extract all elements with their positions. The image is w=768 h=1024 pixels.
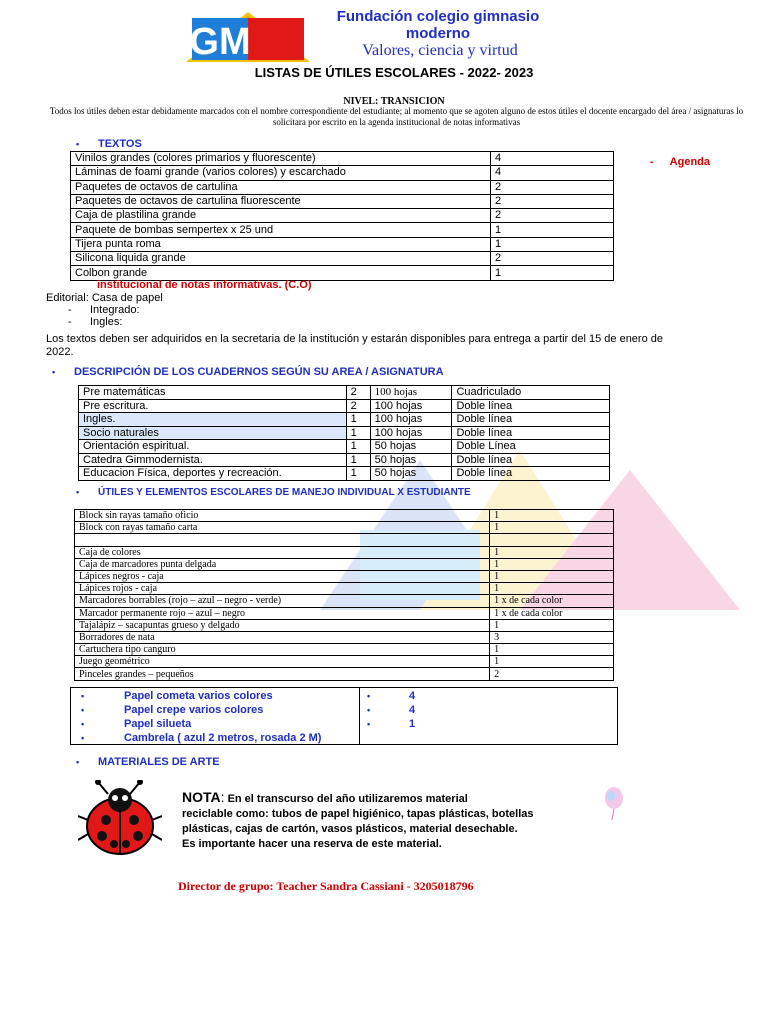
motto: Valores, ciencia y virtud (362, 42, 518, 59)
cuadernos-type: Doble línea (452, 467, 610, 481)
textos-heading: • TEXTOS (76, 138, 142, 150)
papeles-box (70, 687, 618, 745)
table-row (71, 237, 614, 251)
textos-item: Paquete de bombas sempertex x 25 und (71, 223, 491, 237)
utiles-item: Lápices negros - caja (75, 570, 490, 582)
cuadernos-subject: Socio naturales (79, 426, 347, 440)
papeles-qty: 1 (409, 718, 416, 730)
table-row (75, 522, 614, 534)
bullet-icon: • (367, 691, 371, 701)
cuadernos-subject: Pre escritura. (79, 399, 347, 413)
table-row (79, 467, 610, 481)
director-line: Director de grupo: Teacher Sandra Cassiani - 3205018796 (178, 879, 474, 893)
textos-item: Paquetes de octavos de cartulina (71, 180, 491, 194)
logo-letter-g: GM (189, 21, 251, 62)
table-row (71, 252, 614, 266)
papeles-item: Papel cometa varios colores (124, 690, 273, 702)
level-title: NIVEL: TRANSICION (343, 96, 445, 107)
cuadernos-qty: 2 (346, 399, 370, 413)
table-row (71, 152, 614, 166)
cuadernos-pages: 100 hojas (370, 399, 452, 413)
utiles-qty: 1 (490, 619, 614, 631)
cuadernos-type: Cuadriculado (452, 386, 610, 400)
textos-qty: 4 (491, 152, 614, 166)
textos-item: Tijera punta roma (71, 237, 491, 251)
textos-item: Vinilos grandes (colores primarios y fluorescente) (71, 152, 491, 166)
textos-qty: 1 (491, 266, 614, 280)
ladybug-icon (78, 780, 162, 856)
utiles-qty: 2 (490, 668, 614, 680)
table-row (71, 180, 614, 194)
bullet-icon: • (76, 757, 80, 767)
cuadernos-type: Doble línea (452, 453, 610, 467)
gm-logo-icon (186, 12, 310, 62)
table-row (75, 668, 614, 680)
utiles-item: Cartuchera tipo canguro (75, 644, 490, 656)
utiles-item: Tajalápiz – sacapuntas grueso y delgado (75, 619, 490, 631)
bullet-icon: • (81, 691, 85, 701)
bullet-icon: • (367, 705, 371, 715)
papeles-item: Cambrela ( azul 2 metros, rosada 2 M) (124, 732, 322, 744)
cuadernos-pages: 50 hojas (370, 467, 452, 481)
cuadernos-heading: • DESCRIPCIÓN DE LOS CUADERNOS SEGÚN SU AREA / ASIGNATURA (52, 366, 444, 378)
agenda-note: - Agenda (650, 156, 711, 168)
document-title: LISTAS DE ÚTILES ESCOLARES - 2022- 2023 (254, 65, 534, 80)
cuadernos-subject: Educacion Física, deportes y recreación. (79, 467, 347, 481)
cuadernos-pages: 100 hojas (370, 426, 452, 440)
papeles-item: Papel silueta (124, 718, 192, 730)
utiles-qty: 1 (490, 583, 614, 595)
utiles-heading: • ÚTILES Y ELEMENTOS ESCOLARES DE MANEJO INDIVIDUAL X ESTUDIANTE (76, 487, 471, 498)
utiles-table (74, 509, 614, 681)
nota-block: NOTA: En el transcurso del año utilizaremos material reciclable como: tubos de papel higiénico, tapas plásticas, botellas plásticas, cajas de cartón, vasos plásticos, material desechable. Es importante hacer una reserva de este material. (182, 789, 534, 850)
intro-paragraph: Todos los útiles deben estar debidamente marcados con el nombre correspondiente del estudiante; al momento que se agoten alguno de estos útiles el docente encargado del área / asignaturas lo solicitara por escrito en la agenda institucional de notas informativas (49, 106, 744, 127)
bullet-icon: • (81, 733, 85, 743)
cuadernos-qty: 2 (346, 386, 370, 400)
table-row (75, 546, 614, 558)
agenda-red-line: institucional de notas informativas. (C.O) (97, 279, 312, 291)
cuadernos-type: Doble Línea (452, 440, 610, 454)
textos-qty: 2 (491, 209, 614, 223)
textos-item: Paquetes de octavos de cartulina fluorescente (71, 194, 491, 208)
cuadernos-subject: Orientación espiritual. (79, 440, 347, 454)
bullet-icon: • (81, 719, 85, 729)
table-row (79, 426, 610, 440)
table-row (79, 453, 610, 467)
cuadernos-type: Doble línea (452, 399, 610, 413)
utiles-item: Marcador permanente rojo – azul – negro (75, 607, 490, 619)
cuadernos-pages: 100 hojas (370, 386, 452, 400)
table-row (71, 223, 614, 237)
textos-qty: 2 (491, 180, 614, 194)
utiles-item (75, 534, 490, 546)
papeles-qty: 4 (409, 704, 416, 716)
table-row (79, 413, 610, 427)
textos-item: Láminas de foami grande (varios colores) y escarchado (71, 166, 491, 180)
utiles-qty: 1 (490, 558, 614, 570)
utiles-qty: 1 (490, 546, 614, 558)
textos-qty: 2 (491, 194, 614, 208)
textos-item: Silicona liquida grande (71, 252, 491, 266)
textos-paragraph: Los textos deben ser adquiridos en la secretaria de la institución y estarán disponibles para entrega a partir del 15 de enero de 2022. (46, 333, 663, 358)
cuadernos-type: Doble línea (452, 426, 610, 440)
cuadernos-subject: Pre matemáticas (79, 386, 347, 400)
utiles-item: Marcadores borrables (rojo – azul – negro - verde) (75, 595, 490, 607)
bullet-icon: • (367, 719, 371, 729)
list-item (71, 731, 619, 745)
arte-heading: • MATERIALES DE ARTE (76, 756, 220, 768)
nota-label: NOTA (182, 789, 221, 805)
utiles-qty: 3 (490, 631, 614, 643)
list-item (71, 703, 619, 717)
editorial-block (46, 292, 163, 328)
table-row (71, 194, 614, 208)
cuadernos-pages: 50 hojas (370, 440, 452, 454)
table-row (75, 534, 614, 546)
institution-name: Fundación colegio gimnasio moderno (336, 8, 540, 42)
bullet-icon: • (52, 367, 56, 377)
table-row (79, 386, 610, 400)
table-row (75, 570, 614, 582)
utiles-item: Lápices rojos - caja (75, 583, 490, 595)
textos-item: Caja de plastilina grande (71, 209, 491, 223)
papeles-qty: 4 (409, 690, 416, 702)
utiles-qty (490, 534, 614, 546)
table-row (79, 440, 610, 454)
utiles-qty: 1 x de cada color (490, 607, 614, 619)
utiles-qty: 1 (490, 522, 614, 534)
utiles-item: Caja de colores (75, 546, 490, 558)
textos-item: Colbon grande (71, 266, 491, 280)
table-row (79, 399, 610, 413)
bullet-icon: • (81, 705, 85, 715)
table-row (75, 656, 614, 668)
table-row (71, 209, 614, 223)
table-row (71, 166, 614, 180)
table-row (75, 644, 614, 656)
cuadernos-qty: 1 (346, 467, 370, 481)
list-item (71, 717, 619, 731)
utiles-item: Caja de marcadores punta delgada (75, 558, 490, 570)
utiles-item: Pinceles grandes – pequeños (75, 668, 490, 680)
textos-qty: 1 (491, 223, 614, 237)
bullet-icon: • (76, 487, 80, 497)
sub-item-ingles: - Ingles: (68, 316, 123, 328)
utiles-qty: 1 (490, 510, 614, 522)
cuadernos-subject: Ingles. (79, 413, 347, 427)
utiles-item: Block con rayas tamaño carta (75, 522, 490, 534)
cuadernos-type: Doble línea (452, 413, 610, 427)
cuadernos-pages: 50 hojas (370, 453, 452, 467)
cuadernos-qty: 1 (346, 440, 370, 454)
cuadernos-pages: 100 hojas (370, 413, 452, 427)
cuadernos-qty: 1 (346, 426, 370, 440)
table-row (75, 510, 614, 522)
cuadernos-table (78, 385, 610, 481)
textos-qty: 4 (491, 166, 614, 180)
balloon-icon (600, 786, 624, 820)
table-row (75, 595, 614, 607)
table-row (75, 607, 614, 619)
utiles-item: Juego geométrico (75, 656, 490, 668)
papeles-item: Papel crepe varios colores (124, 704, 264, 716)
table-row (75, 631, 614, 643)
cuadernos-qty: 1 (346, 413, 370, 427)
cuadernos-subject: Catedra Gimmodernista. (79, 453, 347, 467)
textos-qty: 1 (491, 237, 614, 251)
utiles-qty: 1 (490, 656, 614, 668)
utiles-qty: 1 x de cada color (490, 595, 614, 607)
table-row (75, 619, 614, 631)
cuadernos-qty: 1 (346, 453, 370, 467)
utiles-item: Block sin rayas tamaño oficio (75, 510, 490, 522)
table-row (75, 558, 614, 570)
utiles-item: Borradores de nata (75, 631, 490, 643)
textos-qty: 2 (491, 252, 614, 266)
list-item (71, 689, 619, 703)
editorial-line: Editorial: Casa de papel (46, 292, 163, 304)
textos-table (70, 151, 614, 281)
table-row (75, 583, 614, 595)
sub-item-integrado: - Integrado: (68, 304, 140, 316)
utiles-qty: 1 (490, 570, 614, 582)
utiles-qty: 1 (490, 644, 614, 656)
bullet-icon: • (76, 139, 80, 149)
